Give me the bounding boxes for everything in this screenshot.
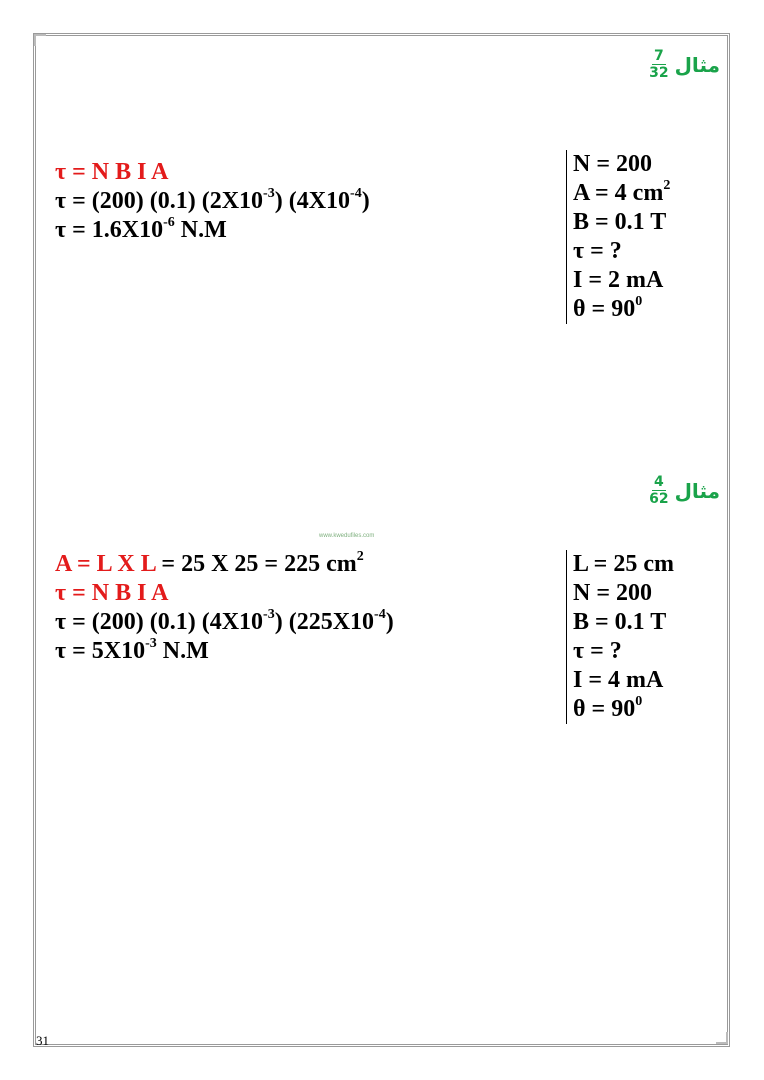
given-item: $\theta = 90^0$ [573, 694, 643, 722]
example-2-fraction: $\frac{4}{62}$ [649, 474, 669, 507]
given-item: A = 4 $cm^2$ [573, 178, 671, 206]
example-2-givens [566, 550, 674, 724]
example-1-solution [55, 158, 370, 245]
example-1-heading [649, 48, 720, 81]
corner-ornament [716, 1032, 728, 1044]
torque-substitution: τ = (200) (0.1) $(2X10^{-3})$ $(4X10^{-4})$ [55, 186, 370, 214]
torque-formula: τ = N B I A [55, 580, 169, 606]
torque-formula: τ = N B I A [55, 159, 169, 185]
given-item: B = 0.1 T [573, 609, 667, 635]
given-item: τ = ? [573, 238, 622, 264]
watermark: www.kwedufiles.com [319, 533, 375, 539]
corner-ornament [34, 34, 46, 46]
example-2-solution [55, 550, 394, 666]
page-number: 31 [36, 1033, 49, 1048]
example-1-title: مثال [674, 52, 720, 77]
given-item: N = 200 [573, 580, 653, 606]
example-2-title: مثال [674, 478, 720, 503]
example-1-fraction: $\frac{7}{32}$ [649, 48, 669, 81]
torque-substitution: τ = (200) (0.1) $(4X10^{-3})$ $(225X10^{-4})$ [55, 607, 394, 635]
given-item: N = 200 [573, 151, 653, 177]
given-item: I = 2 mA [573, 267, 664, 293]
given-item: I = 4 mA [573, 667, 664, 693]
example-1-givens [566, 150, 670, 324]
example-2-heading [649, 474, 720, 507]
given-item: B = 0.1 T [573, 209, 667, 235]
torque-result: $\tau = 1.6X10^{-6}$ N.M [55, 215, 227, 243]
given-item: $\theta = 90^0$ [573, 294, 643, 322]
area-formula: A = L X L = 25 X 25 = 225 $cm^2$ [55, 549, 364, 577]
given-item: τ = ? [573, 638, 622, 664]
given-item: L = 25 cm [573, 551, 675, 577]
torque-result: $\tau = 5X10^{-3}$ N.M [55, 636, 209, 664]
